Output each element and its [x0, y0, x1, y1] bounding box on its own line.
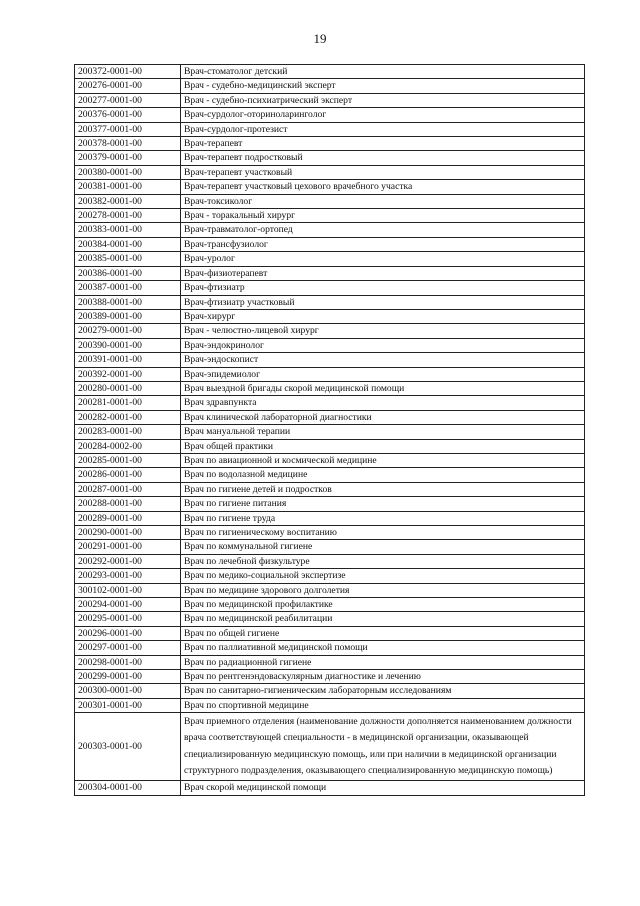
table-row — [75, 540, 585, 554]
code-cell: 200377-0001-00 — [75, 122, 181, 136]
table-row — [75, 612, 585, 626]
name-cell: Врач по гигиене питания — [181, 497, 585, 511]
table-row — [75, 511, 585, 525]
name-cell: Врач по общей гигиене — [181, 626, 585, 640]
name-cell: Врач здравпункта — [181, 396, 585, 410]
code-cell: 200389-0001-00 — [75, 309, 181, 323]
code-cell: 200301-0001-00 — [75, 698, 181, 712]
name-cell: Врач-уролог — [181, 252, 585, 266]
code-cell: 200392-0001-00 — [75, 367, 181, 381]
table-row — [75, 338, 585, 352]
table-row — [75, 526, 585, 540]
name-cell: Врач-сурдолог-протезист — [181, 122, 585, 136]
name-cell: Врач по медицинской профилактике — [181, 598, 585, 612]
code-cell: 200280-0001-00 — [75, 381, 181, 395]
name-cell: Врач - челюстно-лицевой хирург — [181, 324, 585, 338]
code-cell: 300102-0001-00 — [75, 583, 181, 597]
table-row — [75, 324, 585, 338]
name-cell: Врач-травматолог-ортопед — [181, 223, 585, 237]
name-cell: Врач-эндоскопист — [181, 353, 585, 367]
table-row — [75, 165, 585, 179]
code-cell: 200303-0001-00 — [75, 713, 181, 781]
name-cell: Врач по медицине здорового долголетия — [181, 583, 585, 597]
table-row — [75, 180, 585, 194]
code-cell: 200297-0001-00 — [75, 641, 181, 655]
code-cell: 200294-0001-00 — [75, 598, 181, 612]
name-cell: Врач-стоматолог детский — [181, 65, 585, 79]
table-row — [75, 410, 585, 424]
code-cell: 200278-0001-00 — [75, 209, 181, 223]
code-cell: 200288-0001-00 — [75, 497, 181, 511]
code-cell: 200290-0001-00 — [75, 526, 181, 540]
code-cell: 200386-0001-00 — [75, 266, 181, 280]
name-cell: Врач по гигиене труда — [181, 511, 585, 525]
name-cell: Врач-терапевт участковый цехового врачебного участка — [181, 180, 585, 194]
table-row — [75, 482, 585, 496]
table-row — [75, 439, 585, 453]
code-cell: 200281-0001-00 — [75, 396, 181, 410]
code-cell: 200382-0001-00 — [75, 194, 181, 208]
table-row — [75, 209, 585, 223]
name-cell: Врач - судебно-психиатрический эксперт — [181, 93, 585, 107]
table-row — [75, 309, 585, 323]
table-row — [75, 396, 585, 410]
name-cell: Врач-сурдолог-оториноларинголог — [181, 108, 585, 122]
table-row — [75, 65, 585, 79]
name-cell: Врач по медико-социальной экспертизе — [181, 569, 585, 583]
name-cell: Врач-физиотерапевт — [181, 266, 585, 280]
profession-codes-table — [74, 64, 585, 796]
name-cell: Врач-токсиколог — [181, 194, 585, 208]
name-cell: Врач по коммунальной гигиене — [181, 540, 585, 554]
code-cell: 200285-0001-00 — [75, 453, 181, 467]
name-cell: Врач по паллиативной медицинской помощи — [181, 641, 585, 655]
table-row — [75, 655, 585, 669]
name-cell: Врач выездной бригады скорой медицинской помощи — [181, 381, 585, 395]
name-cell: Врач-терапевт подростковый — [181, 151, 585, 165]
name-cell: Врач по гигиене детей и подростков — [181, 482, 585, 496]
name-cell: Врач мануальной терапии — [181, 425, 585, 439]
name-cell: Врач по рентгенэндоваскулярным диагностике и лечению — [181, 670, 585, 684]
code-cell: 200287-0001-00 — [75, 482, 181, 496]
name-cell: Врач по медицинской реабилитации — [181, 612, 585, 626]
name-cell: Врач-терапевт — [181, 137, 585, 151]
name-cell: Врач-фтизиатр участковый — [181, 295, 585, 309]
code-cell: 200372-0001-00 — [75, 65, 181, 79]
code-cell: 200277-0001-00 — [75, 93, 181, 107]
name-cell: Врач по авиационной и космической медицине — [181, 453, 585, 467]
code-cell: 200390-0001-00 — [75, 338, 181, 352]
table-row — [75, 252, 585, 266]
table-row — [75, 684, 585, 698]
table-row — [75, 223, 585, 237]
table-row — [75, 93, 585, 107]
name-cell: Врач-трансфузиолог — [181, 237, 585, 251]
name-cell: Врач общей практики — [181, 439, 585, 453]
name-cell: Врач по водолазной медицине — [181, 468, 585, 482]
table-row — [75, 266, 585, 280]
table-row — [75, 281, 585, 295]
code-cell: 200292-0001-00 — [75, 554, 181, 568]
name-cell: Врач по радиационной гигиене — [181, 655, 585, 669]
code-cell: 200378-0001-00 — [75, 137, 181, 151]
table-row — [75, 781, 585, 795]
name-cell: Врач по спортивной медицине — [181, 698, 585, 712]
code-cell: 200283-0001-00 — [75, 425, 181, 439]
table-row — [75, 137, 585, 151]
table-row — [75, 670, 585, 684]
table-row — [75, 353, 585, 367]
table-row — [75, 468, 585, 482]
code-cell: 200391-0001-00 — [75, 353, 181, 367]
name-cell: Врач-терапевт участковый — [181, 165, 585, 179]
code-cell: 200289-0001-00 — [75, 511, 181, 525]
code-cell: 200284-0002-00 — [75, 439, 181, 453]
code-cell: 200387-0001-00 — [75, 281, 181, 295]
code-cell: 200293-0001-00 — [75, 569, 181, 583]
table-row — [75, 569, 585, 583]
table-row — [75, 151, 585, 165]
code-cell: 200379-0001-00 — [75, 151, 181, 165]
name-cell: Врач - судебно-медицинский эксперт — [181, 79, 585, 93]
code-cell: 200380-0001-00 — [75, 165, 181, 179]
code-cell: 200304-0001-00 — [75, 781, 181, 795]
name-cell: Врач по гигиеническому воспитанию — [181, 526, 585, 540]
table-row — [75, 381, 585, 395]
table-row — [75, 554, 585, 568]
table-row — [75, 641, 585, 655]
name-cell: Врач скорой медицинской помощи — [181, 781, 585, 795]
table-row — [75, 367, 585, 381]
table-row — [75, 453, 585, 467]
name-cell: Врач - торакальный хирург — [181, 209, 585, 223]
code-cell: 200295-0001-00 — [75, 612, 181, 626]
name-cell: Врач приемного отделения (наименование должности дополняется наименованием должности врача соответствующей специальности - в медицинской организации, оказывающей специализированную медицинскую помощь, или при наличии в медицинской организации структурного подразделения, оказывающего специализированную медицинскую помощь) — [181, 713, 585, 781]
code-cell: 200381-0001-00 — [75, 180, 181, 194]
table-row — [75, 237, 585, 251]
name-cell: Врач-эндокринолог — [181, 338, 585, 352]
code-cell: 200282-0001-00 — [75, 410, 181, 424]
table-row — [75, 295, 585, 309]
table-row — [75, 497, 585, 511]
code-cell: 200286-0001-00 — [75, 468, 181, 482]
table-row — [75, 425, 585, 439]
code-cell: 200299-0001-00 — [75, 670, 181, 684]
code-cell: 200296-0001-00 — [75, 626, 181, 640]
code-cell: 200384-0001-00 — [75, 237, 181, 251]
table-row — [75, 698, 585, 712]
code-cell: 200376-0001-00 — [75, 108, 181, 122]
table-row — [75, 583, 585, 597]
code-cell: 200298-0001-00 — [75, 655, 181, 669]
code-cell: 200291-0001-00 — [75, 540, 181, 554]
table-row — [75, 598, 585, 612]
table-row — [75, 108, 585, 122]
name-cell: Врач по лечебной физкультуре — [181, 554, 585, 568]
code-cell: 200388-0001-00 — [75, 295, 181, 309]
name-cell: Врач клинической лабораторной диагностики — [181, 410, 585, 424]
name-cell: Врач-эпидемиолог — [181, 367, 585, 381]
page-number: 19 — [313, 31, 327, 46]
table-row — [75, 713, 585, 781]
table-row — [75, 194, 585, 208]
table-row — [75, 79, 585, 93]
code-cell: 200279-0001-00 — [75, 324, 181, 338]
name-cell: Врач-хирург — [181, 309, 585, 323]
code-cell: 200276-0001-00 — [75, 79, 181, 93]
code-cell: 200383-0001-00 — [75, 223, 181, 237]
name-cell: Врач по санитарно-гигиеническим лабораторным исследованиям — [181, 684, 585, 698]
table-row — [75, 626, 585, 640]
name-cell: Врач-фтизиатр — [181, 281, 585, 295]
code-cell: 200385-0001-00 — [75, 252, 181, 266]
table-row — [75, 122, 585, 136]
code-cell: 200300-0001-00 — [75, 684, 181, 698]
